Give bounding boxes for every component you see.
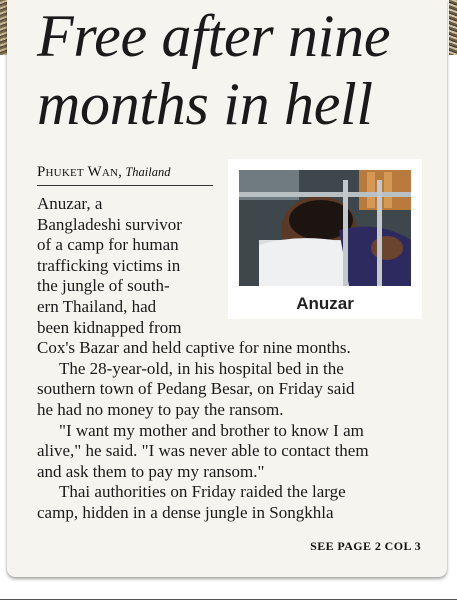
paragraph-2 bbox=[37, 359, 429, 421]
body-line: he had no money to pay the ransom. bbox=[37, 399, 284, 419]
body-line: Bangladeshi survivor bbox=[37, 214, 182, 234]
body-line: The 28-year-old, in his hospital bed in the bbox=[59, 358, 344, 378]
background-texture-left bbox=[0, 0, 7, 55]
body-line: alive," he said. "I was never able to contact them bbox=[37, 441, 369, 461]
byline-name: Phuket Wan, bbox=[37, 164, 123, 180]
photo-caption: Anuzar bbox=[296, 294, 354, 313]
body-line: of a camp for human bbox=[37, 235, 179, 255]
body-line: Anuzar, a bbox=[37, 194, 103, 213]
headline-line-2: months in hell bbox=[37, 71, 373, 137]
article-body bbox=[37, 194, 429, 524]
body-line: and ask them to pay my ransom." bbox=[37, 461, 265, 481]
body-line: trafficking victims in bbox=[37, 255, 181, 275]
body-line: southern town of Pedang Besar, on Friday said bbox=[37, 379, 355, 399]
article-card bbox=[7, 0, 447, 577]
headline-line-1: Free after nine bbox=[37, 3, 391, 69]
body-line: Thai authorities on Friday raided the large bbox=[59, 482, 346, 502]
body-line: the jungle of south- bbox=[37, 276, 170, 296]
paragraph-3 bbox=[37, 421, 429, 483]
body-line: ern Thailand, had bbox=[37, 296, 157, 316]
body-line: been kidnapped from bbox=[37, 317, 182, 337]
byline-location: Thailand bbox=[125, 165, 171, 179]
continuation-link[interactable]: SEE PAGE 2 COL 3 bbox=[310, 539, 421, 553]
body-line: "I want my mother and brother to know I am bbox=[59, 420, 364, 440]
page-divider bbox=[0, 599, 457, 600]
body-line: camp, hidden in a dense jungle in Songkhla bbox=[37, 502, 334, 522]
paragraph-4 bbox=[37, 482, 429, 523]
body-line: Cox's Bazar and held captive for nine months. bbox=[37, 338, 351, 358]
background-texture-right bbox=[449, 0, 457, 55]
byline bbox=[37, 164, 213, 186]
paragraph-1 bbox=[37, 194, 429, 359]
headline bbox=[37, 2, 447, 138]
